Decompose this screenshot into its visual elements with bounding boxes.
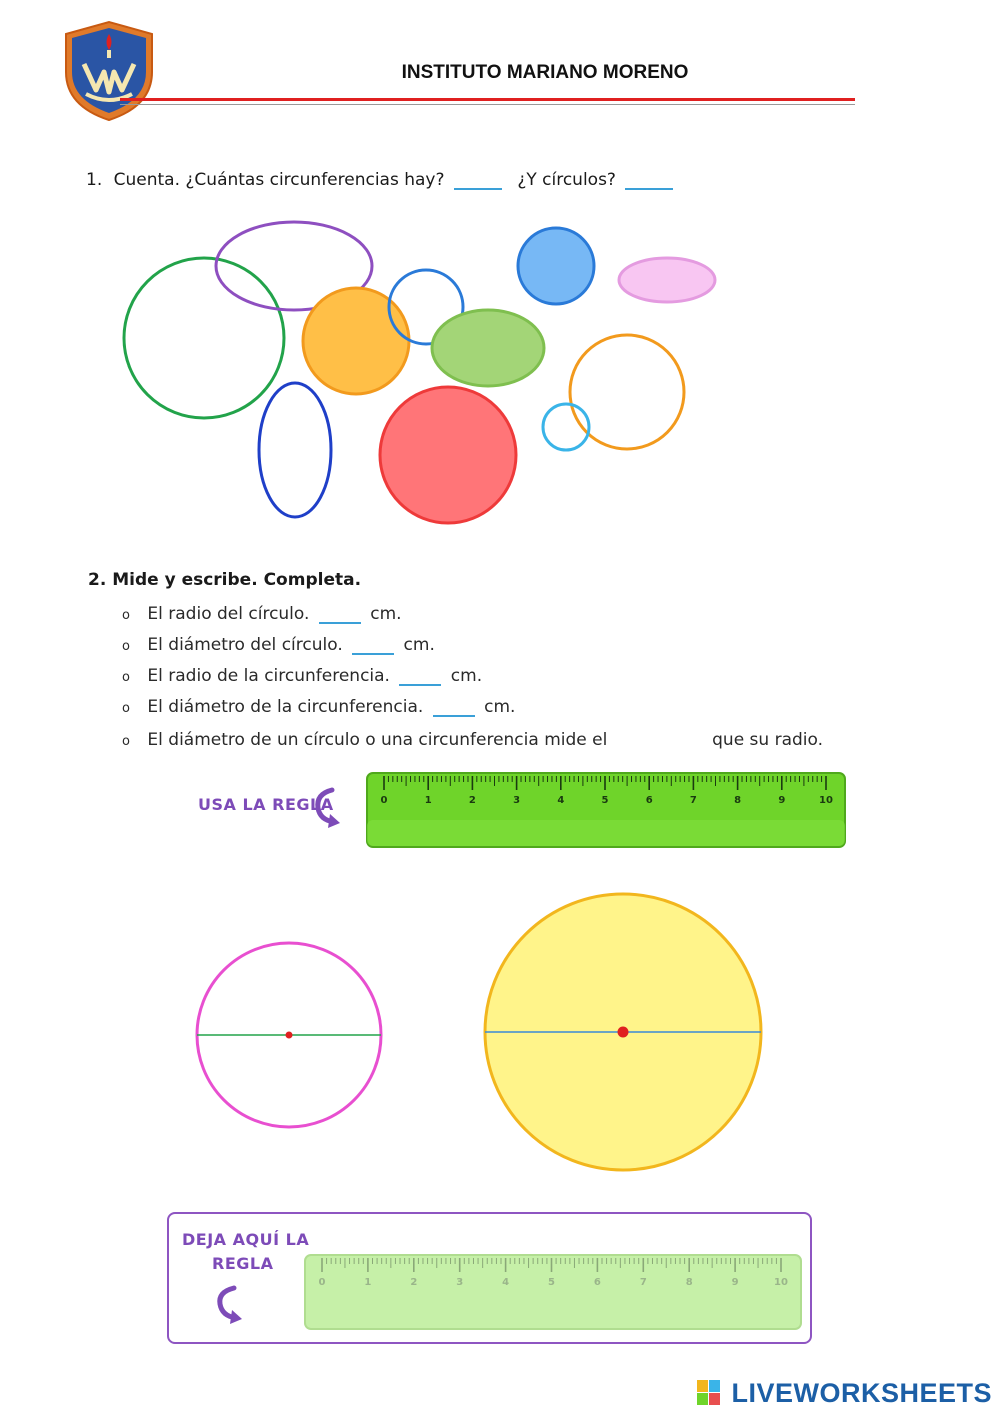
curved-arrow-icon <box>212 1282 246 1326</box>
item-2-suffix: cm. <box>403 635 435 655</box>
circumference-radius-input[interactable] <box>399 670 441 686</box>
circumferences-count-input[interactable] <box>454 174 502 190</box>
measure-item-3 <box>122 666 482 686</box>
question-1 <box>86 170 677 190</box>
green-circumference <box>124 258 284 418</box>
question-1-text-b: ¿Y círculos? <box>517 170 616 190</box>
ruler-top-tick-label: 10 <box>819 795 833 806</box>
red-circle <box>380 387 516 523</box>
bullet-icon: o <box>122 639 130 654</box>
ruler-tool[interactable] <box>366 772 846 850</box>
school-title: INSTITUTO MARIANO MORENO <box>401 62 689 83</box>
orange-circle <box>303 288 409 394</box>
school-logo <box>62 20 156 122</box>
pink-ellipse <box>619 258 715 302</box>
item-2-prefix: El diámetro del círculo. <box>147 635 343 655</box>
measure-item-1 <box>122 604 402 624</box>
footer-brand: LIVEWORKSHEETS <box>731 1378 992 1408</box>
item-3-prefix: El radio de la circunferencia. <box>147 666 390 686</box>
ruler-top-tick-label: 1 <box>424 795 432 806</box>
header-divider-red <box>120 98 855 101</box>
ruler-drop-tick-label: 10 <box>774 1277 788 1288</box>
ruler-drop-tick-label: 6 <box>593 1277 601 1288</box>
ruler-top-tick-label: 0 <box>380 795 388 806</box>
ruler-drop-tick-label: 0 <box>318 1277 326 1288</box>
ruler-drop-tick-label: 1 <box>364 1277 372 1288</box>
comparison-answer-input[interactable] <box>613 729 707 751</box>
yellow-center-dot <box>618 1027 629 1038</box>
measure-figures <box>180 880 780 1180</box>
question-1-number: 1. <box>86 170 103 190</box>
ruler-drop-tick-label: 4 <box>502 1277 510 1288</box>
ruler-drop-tick-label: 8 <box>685 1277 693 1288</box>
measure-item-2 <box>122 635 435 655</box>
navy-ellipse-outline <box>259 383 331 517</box>
light-blue-circle <box>518 228 594 304</box>
pink-center-dot <box>286 1032 293 1039</box>
footer-logo <box>697 1380 721 1406</box>
ruler-drop-tick-label: 5 <box>548 1277 555 1288</box>
ruler-drop-tick-label: 2 <box>410 1277 418 1288</box>
header-divider-gray <box>120 104 855 105</box>
circle-radius-input[interactable] <box>319 608 361 624</box>
liveworksheets-logo-icon <box>697 1380 721 1406</box>
measure-item-5 <box>122 729 823 751</box>
shapes-figure <box>100 210 740 540</box>
ruler-top-tick-label: 6 <box>645 795 653 806</box>
ruler-top-tick-label: 4 <box>557 795 565 806</box>
bullet-icon: o <box>122 608 130 623</box>
circumference-diameter-input[interactable] <box>433 701 475 717</box>
green-ellipse <box>432 310 544 386</box>
bullet-icon: o <box>122 701 130 716</box>
item-3-suffix: cm. <box>450 666 483 686</box>
ruler-top-tick-label: 3 <box>513 795 521 806</box>
question-2-title: 2. Mide y escribe. Completa. <box>88 570 362 590</box>
ruler-placeholder <box>304 1254 802 1332</box>
item-4-suffix: cm. <box>484 697 516 717</box>
ruler-top-tick-label: 2 <box>468 795 476 806</box>
ruler-top-tick-label: 8 <box>734 795 742 806</box>
item-4-prefix: El diámetro de la circunferencia. <box>147 697 424 717</box>
measure-item-4 <box>122 697 515 717</box>
ruler-top-tick-label: 7 <box>689 795 697 806</box>
item-5-suffix: que su radio. <box>712 730 824 750</box>
use-ruler-label: USA LA REGLA <box>198 795 334 814</box>
question-1-text-a: Cuenta. ¿Cuántas circunferencias hay? <box>113 170 445 190</box>
item-1-suffix: cm. <box>370 604 402 624</box>
item-5-prefix: El diámetro de un círculo o una circunferencia mide el <box>147 730 608 750</box>
curved-arrow-icon <box>310 784 344 830</box>
ruler-drop-tick-label: 3 <box>456 1277 464 1288</box>
bullet-icon: o <box>122 734 130 749</box>
circles-count-input[interactable] <box>625 174 673 190</box>
drop-label-line-1: DEJA AQUÍ LA <box>182 1230 310 1249</box>
ruler-drop-tick-label: 9 <box>731 1277 739 1288</box>
drop-label-line-2: REGLA <box>212 1254 274 1273</box>
item-1-prefix: El radio del círculo. <box>147 604 310 624</box>
ruler-drop-tick-label: 7 <box>639 1277 647 1288</box>
circle-diameter-input[interactable] <box>352 639 394 655</box>
ruler-top-tick-label: 5 <box>601 795 609 806</box>
ruler-top-tick-label: 9 <box>778 795 786 806</box>
bullet-icon: o <box>122 670 130 685</box>
